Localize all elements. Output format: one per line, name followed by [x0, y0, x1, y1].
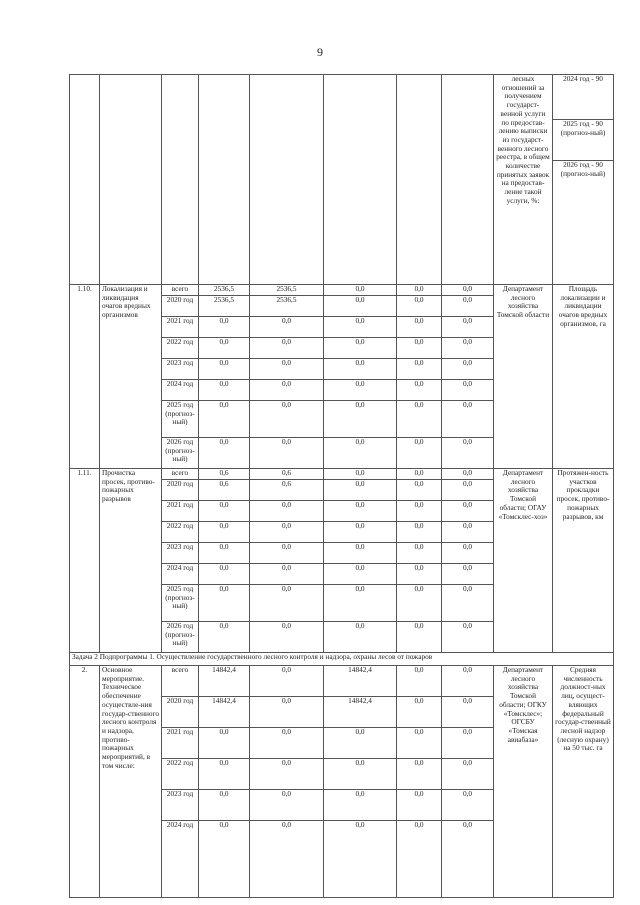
period-cell: 2022 год	[162, 759, 199, 790]
value-cell: 0,0	[442, 543, 494, 564]
value-cell: 0,0	[324, 543, 397, 564]
value-cell: 0,0	[324, 296, 397, 317]
value-cell: 0,0	[324, 790, 397, 821]
period-cell: 2021 год	[162, 317, 199, 338]
value-cell: 0,0	[324, 380, 397, 401]
value-cell: 0,0	[397, 501, 442, 522]
period-cell: 2022 год	[162, 522, 199, 543]
value-cell: 0,0	[397, 438, 442, 469]
value-cell: 0,0	[442, 469, 494, 480]
period-cell: 2025 год (прогноз-ный)	[162, 401, 199, 438]
value-cell: 0,0	[324, 522, 397, 543]
value-cell: 0,0	[199, 317, 250, 338]
value-cell: 0,0	[442, 697, 494, 728]
value-cell: 0,0	[199, 564, 250, 585]
value-cell: 0,0	[324, 317, 397, 338]
value-cell: 0,0	[442, 438, 494, 469]
value-cell: 14842,4	[199, 666, 250, 697]
period-cell: 2026 год (прогноз-ный)	[162, 438, 199, 469]
value-cell: 0,0	[324, 438, 397, 469]
value-cell: 0,0	[397, 401, 442, 438]
value-cell: 0,0	[442, 296, 494, 317]
value-cell: 0,0	[250, 697, 324, 728]
value-cell: 0,0	[199, 359, 250, 380]
value-cell: 0,0	[442, 564, 494, 585]
value-cell: 2536,5	[250, 296, 324, 317]
row-number: 1.11.	[70, 469, 100, 653]
period-cell: 2021 год	[162, 501, 199, 522]
value-cell: 0,0	[250, 380, 324, 401]
value-cell: 0,6	[250, 469, 324, 480]
value-cell: 0,0	[397, 296, 442, 317]
empty-cell	[100, 75, 162, 285]
value-cell: 0,0	[442, 480, 494, 501]
period-cell: 2024 год	[162, 380, 199, 401]
value-cell: 0,0	[199, 401, 250, 438]
table-row	[70, 653, 614, 666]
value-cell: 0,0	[324, 338, 397, 359]
value-cell: 0,0	[397, 285, 442, 296]
value-cell: 0,0	[199, 522, 250, 543]
measure-name: Основное мероприятие. Техническое обеспечение осуществле-ния государ-ственного лесного контроля и надзора, противо-пожарных мероприятий, в том числе:	[100, 666, 162, 898]
value-cell: 0,0	[199, 759, 250, 790]
value-cell: 0,0	[442, 666, 494, 697]
value-cell: 0,0	[199, 728, 250, 759]
value-cell: 0,0	[250, 543, 324, 564]
value-cell: 2536,5	[199, 285, 250, 296]
value-cell: 0,0	[324, 622, 397, 653]
value-cell: 0,0	[442, 728, 494, 759]
executor-cell: Департамент лесного хозяйства Томской области; ОГКУ «Томсклес»; ОГСБУ «Томская авиабаза»	[494, 666, 553, 898]
indicator-cell: Средняя численность должност-ных лиц, осущест-вляющих федеральный государ-ственный лесной надзор (лесную охрану) на 50 тыс. га	[553, 666, 614, 898]
value-cell: 14842,4	[324, 666, 397, 697]
value-cell: 0,0	[397, 666, 442, 697]
value-cell: 0,0	[442, 585, 494, 622]
value-cell: 0,0	[442, 380, 494, 401]
period-cell: 2023 год	[162, 359, 199, 380]
value-cell: 0,0	[250, 585, 324, 622]
value-cell: 0,0	[250, 317, 324, 338]
value-cell: 0,0	[199, 585, 250, 622]
program-table	[69, 74, 614, 898]
value-cell: 0,0	[324, 759, 397, 790]
value-cell: 0,6	[250, 480, 324, 501]
value-cell: 0,0	[442, 359, 494, 380]
target-value: 2026 год - 90 (прогноз-ный)	[553, 160, 614, 201]
period-cell: 2022 год	[162, 338, 199, 359]
value-cell: 0,0	[397, 480, 442, 501]
value-cell: 0,0	[324, 401, 397, 438]
target-value: 2024 год - 90	[563, 74, 603, 83]
value-cell: 0,0	[250, 821, 324, 898]
measure-name: Локализация и ликвидация очагов вредных организмов	[100, 285, 162, 469]
value-cell: 0,0	[397, 759, 442, 790]
period-cell: 2023 год	[162, 543, 199, 564]
target-cell	[553, 75, 614, 285]
value-cell: 14842,4	[199, 697, 250, 728]
value-cell: 0,0	[199, 543, 250, 564]
table-row	[70, 285, 614, 296]
value-cell: 0,0	[250, 359, 324, 380]
period-cell: 2024 год	[162, 821, 199, 898]
value-cell: 0,0	[397, 790, 442, 821]
value-cell: 0,0	[250, 759, 324, 790]
value-cell: 0,0	[397, 697, 442, 728]
value-cell: 2536,5	[199, 296, 250, 317]
executor-cell: Департамент лесного хозяйства Томской области; ОГАУ «Томсклес-хоз»	[494, 469, 553, 653]
value-cell: 0,0	[397, 522, 442, 543]
value-cell: 0,6	[199, 480, 250, 501]
value-cell: 0,0	[250, 622, 324, 653]
value-cell: 0,0	[324, 821, 397, 898]
row-number: 2.	[70, 666, 100, 898]
value-cell: 0,0	[324, 469, 397, 480]
executor-cell: Департамент лесного хозяйства Томской области	[494, 285, 553, 469]
indicator-cell: Площадь локализации и ликвидации очагов вредных организмов, га	[553, 285, 614, 469]
value-cell: 0,0	[442, 501, 494, 522]
value-cell: 0,0	[199, 380, 250, 401]
value-cell: 0,0	[199, 338, 250, 359]
value-cell: 14842,4	[324, 697, 397, 728]
value-cell: 0,0	[397, 317, 442, 338]
value-cell: 0,0	[397, 585, 442, 622]
empty-cell	[199, 75, 250, 285]
value-cell: 0,0	[324, 564, 397, 585]
empty-cell	[397, 75, 442, 285]
value-cell: 0,0	[397, 380, 442, 401]
period-cell: всего	[162, 285, 199, 296]
value-cell: 0,0	[250, 728, 324, 759]
value-cell: 0,0	[324, 285, 397, 296]
value-cell: 0,0	[397, 359, 442, 380]
period-cell: 2020 год	[162, 480, 199, 501]
period-cell: 2021 год	[162, 728, 199, 759]
value-cell: 0,0	[250, 338, 324, 359]
value-cell: 0,0	[442, 790, 494, 821]
empty-cell	[250, 75, 324, 285]
table-body	[70, 75, 614, 898]
value-cell: 0,0	[324, 480, 397, 501]
value-cell: 0,0	[324, 501, 397, 522]
value-cell: 0,0	[250, 438, 324, 469]
indicator-cell: лесных отношений за получением государст-венной услуги по предостав-лению выписки из государст-венного лесного реестра, в общем количестве принятых заявок на предостав-ление такой услуги, %:	[494, 75, 553, 285]
value-cell: 0,0	[324, 585, 397, 622]
value-cell: 0,0	[442, 821, 494, 898]
empty-cell	[162, 75, 199, 285]
period-cell: всего	[162, 469, 199, 480]
page-number: 9	[317, 45, 323, 59]
period-cell: 2025 год (прогноз-ный)	[162, 585, 199, 622]
value-cell: 2536,5	[250, 285, 324, 296]
value-cell: 0,0	[442, 285, 494, 296]
table-row	[70, 666, 614, 697]
period-cell: 2020 год	[162, 296, 199, 317]
empty-cell	[442, 75, 494, 285]
value-cell: 0,0	[250, 501, 324, 522]
empty-cell	[324, 75, 397, 285]
value-cell: 0,0	[250, 401, 324, 438]
period-cell: 2024 год	[162, 564, 199, 585]
task-heading: Задача 2 Подпрограммы 1. Осуществление государственного лесного контроля и надзора, охраны лесов от пожаров	[70, 653, 614, 666]
value-cell: 0,0	[442, 317, 494, 338]
table-row	[70, 469, 614, 480]
row-number: 1.10.	[70, 285, 100, 469]
value-cell: 0,0	[250, 790, 324, 821]
period-cell: 2020 год	[162, 697, 199, 728]
value-cell: 0,0	[199, 821, 250, 898]
value-cell: 0,0	[397, 622, 442, 653]
value-cell: 0,0	[442, 338, 494, 359]
value-cell: 0,0	[442, 622, 494, 653]
value-cell: 0,0	[442, 401, 494, 438]
value-cell: 0,0	[250, 522, 324, 543]
value-cell: 0,0	[324, 359, 397, 380]
value-cell: 0,0	[199, 501, 250, 522]
table-row	[70, 75, 614, 285]
value-cell: 0,0	[442, 759, 494, 790]
value-cell: 0,0	[250, 666, 324, 697]
measure-name: Прочистка просек, противо-пожарных разрывов	[100, 469, 162, 653]
value-cell: 0,0	[324, 728, 397, 759]
value-cell: 0,0	[397, 543, 442, 564]
period-cell: 2026 год (прогноз-ный)	[162, 622, 199, 653]
target-value: 2025 год - 90 (прогноз-ный)	[553, 119, 614, 160]
value-cell: 0,0	[397, 728, 442, 759]
period-cell: всего	[162, 666, 199, 697]
value-cell: 0,6	[199, 469, 250, 480]
value-cell: 0,0	[199, 622, 250, 653]
value-cell: 0,0	[397, 821, 442, 898]
value-cell: 0,0	[397, 338, 442, 359]
period-cell: 2023 год	[162, 790, 199, 821]
value-cell: 0,0	[250, 564, 324, 585]
value-cell: 0,0	[397, 469, 442, 480]
value-cell: 0,0	[397, 564, 442, 585]
empty-cell	[70, 75, 100, 285]
value-cell: 0,0	[199, 790, 250, 821]
value-cell: 0,0	[199, 438, 250, 469]
indicator-cell: Протяжен-ность участков прокладки просек, противо-пожарных разрывов, км	[553, 469, 614, 653]
value-cell: 0,0	[442, 522, 494, 543]
